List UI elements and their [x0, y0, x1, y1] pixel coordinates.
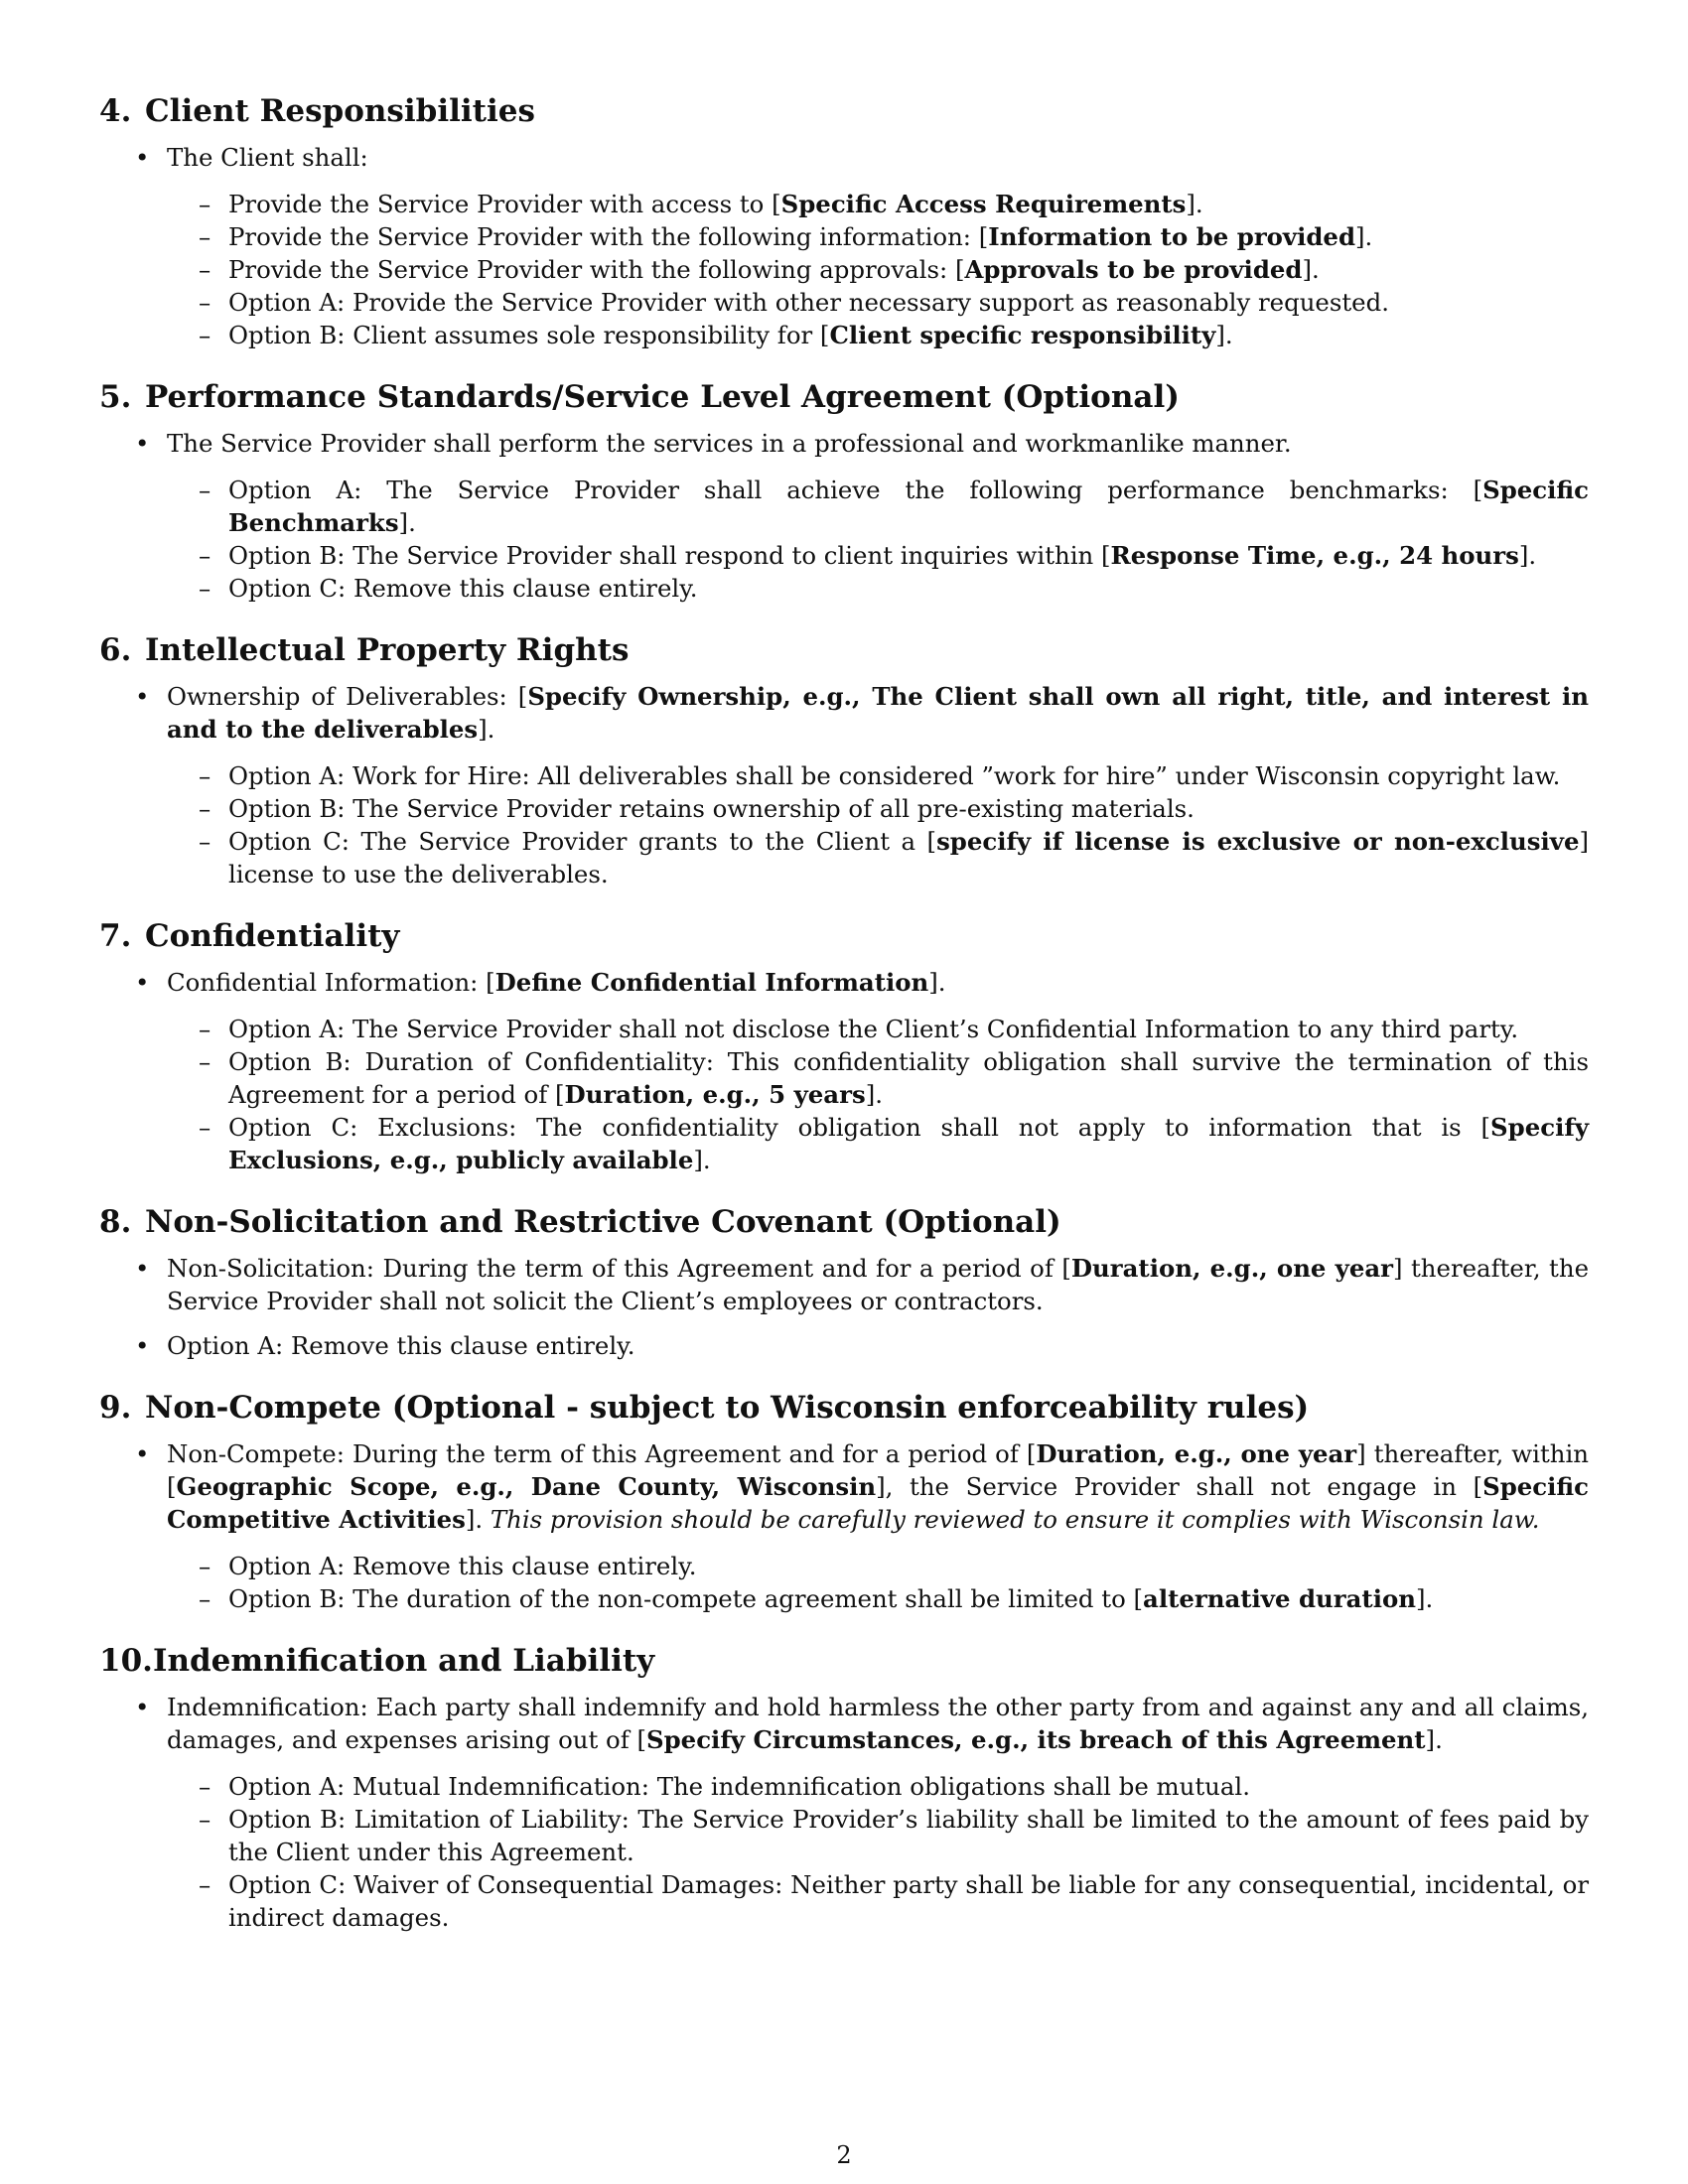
text-run: ]. — [1415, 1584, 1434, 1613]
sub-item — [99, 792, 1589, 825]
section-title: Intellectual Property Rights — [145, 632, 630, 668]
section-heading — [99, 916, 1589, 956]
text-run: Provide the Service Provider with access to [ — [228, 190, 781, 218]
section-heading — [99, 91, 1589, 131]
text-run: ]. — [398, 508, 416, 537]
sub-list — [99, 474, 1589, 605]
sub-item — [99, 1582, 1589, 1615]
placeholder-field: Specify Circumstances, e.g., its breach of this Agreement — [646, 1725, 1426, 1754]
bullet-text — [99, 1691, 1589, 1756]
dash-icon: – — [199, 574, 211, 603]
bullet-item — [99, 141, 1589, 351]
sub-item — [99, 572, 1589, 605]
dash-icon: – — [199, 321, 211, 349]
dash-icon: – — [199, 1772, 211, 1801]
placeholder-field: Specific Access Requirements — [780, 190, 1187, 218]
text-run: ]. — [465, 1505, 491, 1534]
bullet-text — [99, 1329, 1589, 1362]
section-number: 10. — [99, 1643, 153, 1679]
bullet-text — [99, 966, 1589, 999]
bullet-icon: • — [135, 1254, 150, 1283]
section-title: Non-Solicitation and Restrictive Covenant (Optional) — [145, 1204, 1061, 1240]
placeholder-field: Client specific responsibility — [829, 321, 1216, 349]
dash-icon: – — [199, 255, 211, 284]
section-title: Client Responsibilities — [145, 93, 535, 129]
text-run: ] license to use the deliverables. — [228, 827, 1590, 888]
text-run: ], the Service Provider shall not engage in [ — [876, 1472, 1483, 1501]
section-number: 8. — [99, 1204, 132, 1240]
sub-item — [99, 1803, 1589, 1868]
text-run: Option C: The Service Provider grants to the Client a [ — [228, 827, 937, 856]
bullet-text — [99, 141, 1589, 174]
text-run: Option B: Client assumes sole responsibility for [ — [228, 321, 830, 349]
text-run: The Service Provider shall perform the services in a professional and workmanlike manner. — [167, 429, 1292, 458]
text-run: Option B: Duration of Confidentiality: This confidentiality obligation shall survive the termination of this Agreement for a period of [ — [228, 1047, 1589, 1109]
sub-list — [99, 1550, 1589, 1615]
dash-icon: – — [199, 1015, 211, 1043]
placeholder-field: Specific Benchmarks — [228, 476, 1589, 537]
text-run: The Client shall: — [167, 143, 368, 172]
text-run: Confidential Information: [ — [167, 968, 495, 997]
text-run: Option C: Exclusions: The confidentiality obligation shall not apply to information that is [ — [228, 1113, 1491, 1142]
bullet-icon: • — [135, 968, 150, 997]
dash-icon: – — [199, 827, 211, 856]
placeholder-field: Define Confidential Information — [494, 968, 929, 997]
dash-icon: – — [199, 1584, 211, 1613]
bullet-item — [99, 966, 1589, 1176]
sub-list — [99, 759, 1589, 890]
text-run: ]. — [1355, 222, 1373, 251]
dash-icon: – — [199, 1047, 211, 1076]
bullet-icon: • — [135, 1439, 150, 1468]
sub-list — [99, 1013, 1589, 1176]
text-run: ]. — [1186, 190, 1203, 218]
sub-list — [99, 1770, 1589, 1934]
placeholder-field: Specify Ownership, e.g., The Client shall own all right, title, and interest in and to the deliverables — [167, 682, 1589, 744]
bullet-text — [99, 1252, 1589, 1317]
placeholder-field: Response Time, e.g., 24 hours — [1110, 541, 1519, 570]
text-run: Option B: The Service Provider retains ownership of all pre-existing materials. — [228, 794, 1195, 823]
text-run: Option C: Waiver of Consequential Damages: Neither party shall be liable for any consequential, incidental, or indirect damages. — [228, 1870, 1589, 1932]
bullet-item — [99, 1252, 1589, 1317]
dash-icon: – — [199, 476, 211, 504]
bullet-icon: • — [135, 143, 150, 172]
text-run: Indemnification: Each party shall indemnify and hold harmless the other party from and against any and all claims, damages, and expenses arising out of [ — [167, 1693, 1589, 1754]
text-run: Provide the Service Provider with the following approvals: [ — [228, 255, 965, 284]
placeholder-field: Information to be provided — [988, 222, 1355, 251]
sub-item — [99, 539, 1589, 572]
text-run: Option A: Mutual Indemnification: The indemnification obligations shall be mutual. — [228, 1772, 1250, 1801]
text-run: Option A: The Service Provider shall not disclose the Client’s Confidential Information to any third party. — [228, 1015, 1519, 1043]
section-heading — [99, 377, 1589, 417]
text-run: ]. — [1425, 1725, 1443, 1754]
dash-icon: – — [199, 190, 211, 218]
text-run: Non-Solicitation: During the term of this Agreement and for a period of [ — [167, 1254, 1071, 1283]
section-heading — [99, 1641, 1589, 1681]
section-heading — [99, 1202, 1589, 1242]
dash-icon: – — [199, 1113, 211, 1142]
text-run: ]. — [1302, 255, 1320, 284]
bullet-item — [99, 1437, 1589, 1615]
text-run: Option A: The Service Provider shall achieve the following performance benchmarks: [ — [228, 476, 1483, 504]
section-number: 7. — [99, 918, 132, 954]
placeholder-field: Approvals to be provided — [964, 255, 1303, 284]
section-title: Performance Standards/Service Level Agreement (Optional) — [145, 379, 1180, 415]
text-run: Option A: Remove this clause entirely. — [167, 1331, 635, 1360]
document-body — [99, 91, 1589, 1946]
text-run: Option A: Provide the Service Provider with other necessary support as reasonably requested. — [228, 288, 1389, 317]
dash-icon: – — [199, 288, 211, 317]
text-run: ]. — [478, 715, 495, 744]
section-number: 6. — [99, 632, 132, 668]
text-run: Ownership of Deliverables: [ — [167, 682, 528, 711]
sub-item — [99, 474, 1589, 539]
bullet-item — [99, 1691, 1589, 1934]
sub-item — [99, 1770, 1589, 1803]
bullet-item — [99, 680, 1589, 890]
dash-icon: – — [199, 1552, 211, 1580]
placeholder-field: Specify Exclusions, e.g., publicly available — [228, 1113, 1589, 1174]
dash-icon: – — [199, 541, 211, 570]
dash-icon: – — [199, 1805, 211, 1834]
text-run: ] thereafter, the Service Provider shall not solicit the Client’s employees or contractors. — [167, 1254, 1590, 1315]
section-title: Confidentiality — [145, 918, 400, 954]
bullet-icon: • — [135, 429, 150, 458]
section-10 — [99, 1641, 1589, 1934]
section-7 — [99, 916, 1589, 1176]
bullet-text — [99, 427, 1589, 460]
text-run: Option B: The Service Provider shall respond to client inquiries within [ — [228, 541, 1111, 570]
placeholder-field: Duration, e.g., one year — [1070, 1254, 1394, 1283]
sub-item — [99, 1045, 1589, 1111]
sub-item — [99, 188, 1589, 220]
page-number: 2 — [836, 2141, 852, 2169]
dash-icon: – — [199, 1870, 211, 1899]
sub-item — [99, 220, 1589, 253]
text-run: ]. — [1518, 541, 1537, 570]
sub-item — [99, 1013, 1589, 1045]
dash-icon: – — [199, 794, 211, 823]
section-number: 5. — [99, 379, 132, 415]
placeholder-field: specify if license is exclusive or non-exclusive — [936, 827, 1580, 856]
sub-item — [99, 319, 1589, 351]
section-number: 9. — [99, 1390, 132, 1426]
placeholder-field: Duration, e.g., 5 years — [564, 1080, 866, 1109]
sub-item — [99, 1111, 1589, 1176]
dash-icon: – — [199, 222, 211, 251]
section-9 — [99, 1388, 1589, 1615]
text-run: ]. — [928, 968, 946, 997]
text-run: Option B: Limitation of Liability: The Service Provider’s liability shall be limited to the amount of fees paid by the Client under this Agreement. — [228, 1805, 1589, 1866]
text-run: Non-Compete: During the term of this Agreement and for a period of [ — [167, 1439, 1037, 1468]
placeholder-field: Geographic Scope, e.g., Dane County, Wisconsin — [176, 1472, 877, 1501]
dash-icon: – — [199, 761, 211, 790]
section-6 — [99, 630, 1589, 890]
bullet-item — [99, 427, 1589, 605]
section-title: Indemnification and Liability — [152, 1643, 655, 1679]
text-run: ] thereafter, within [ — [167, 1439, 1590, 1501]
sub-list — [99, 188, 1589, 351]
section-heading — [99, 630, 1589, 670]
bullet-icon: • — [135, 1331, 150, 1360]
sub-item — [99, 1550, 1589, 1582]
text-run: Option C: Remove this clause entirely. — [228, 574, 698, 603]
sub-item — [99, 1868, 1589, 1934]
placeholder-field: alternative duration — [1143, 1584, 1416, 1613]
placeholder-field: Specific Competitive Activities — [167, 1472, 1589, 1534]
bullet-text — [99, 680, 1589, 746]
text-run: ]. — [865, 1080, 883, 1109]
text-run: Option A: Work for Hire: All deliverables shall be considered ”work for hire” under Wisconsin copyright law. — [228, 761, 1561, 790]
sub-item — [99, 759, 1589, 792]
sub-item — [99, 253, 1589, 286]
text-run: ]. — [693, 1146, 711, 1174]
section-heading — [99, 1388, 1589, 1428]
text-run: Option B: The duration of the non-compete agreement shall be limited to [ — [228, 1584, 1144, 1613]
bullet-text — [99, 1437, 1589, 1536]
text-run: Provide the Service Provider with the following information: [ — [228, 222, 989, 251]
bullet-icon: • — [135, 682, 150, 711]
bullet-item — [99, 1329, 1589, 1362]
text-run: Option A: Remove this clause entirely. — [228, 1552, 697, 1580]
placeholder-field: Duration, e.g., one year — [1036, 1439, 1357, 1468]
text-run: ]. — [1215, 321, 1233, 349]
italic-note: This provision should be carefully reviewed to ensure it complies with Wisconsin law. — [490, 1505, 1540, 1534]
section-8 — [99, 1202, 1589, 1362]
section-number: 4. — [99, 93, 132, 129]
section-5 — [99, 377, 1589, 605]
sub-item — [99, 825, 1589, 890]
bullet-icon: • — [135, 1693, 150, 1721]
section-4 — [99, 91, 1589, 351]
section-title: Non-Compete (Optional - subject to Wisconsin enforceability rules) — [145, 1390, 1310, 1426]
sub-item — [99, 286, 1589, 319]
